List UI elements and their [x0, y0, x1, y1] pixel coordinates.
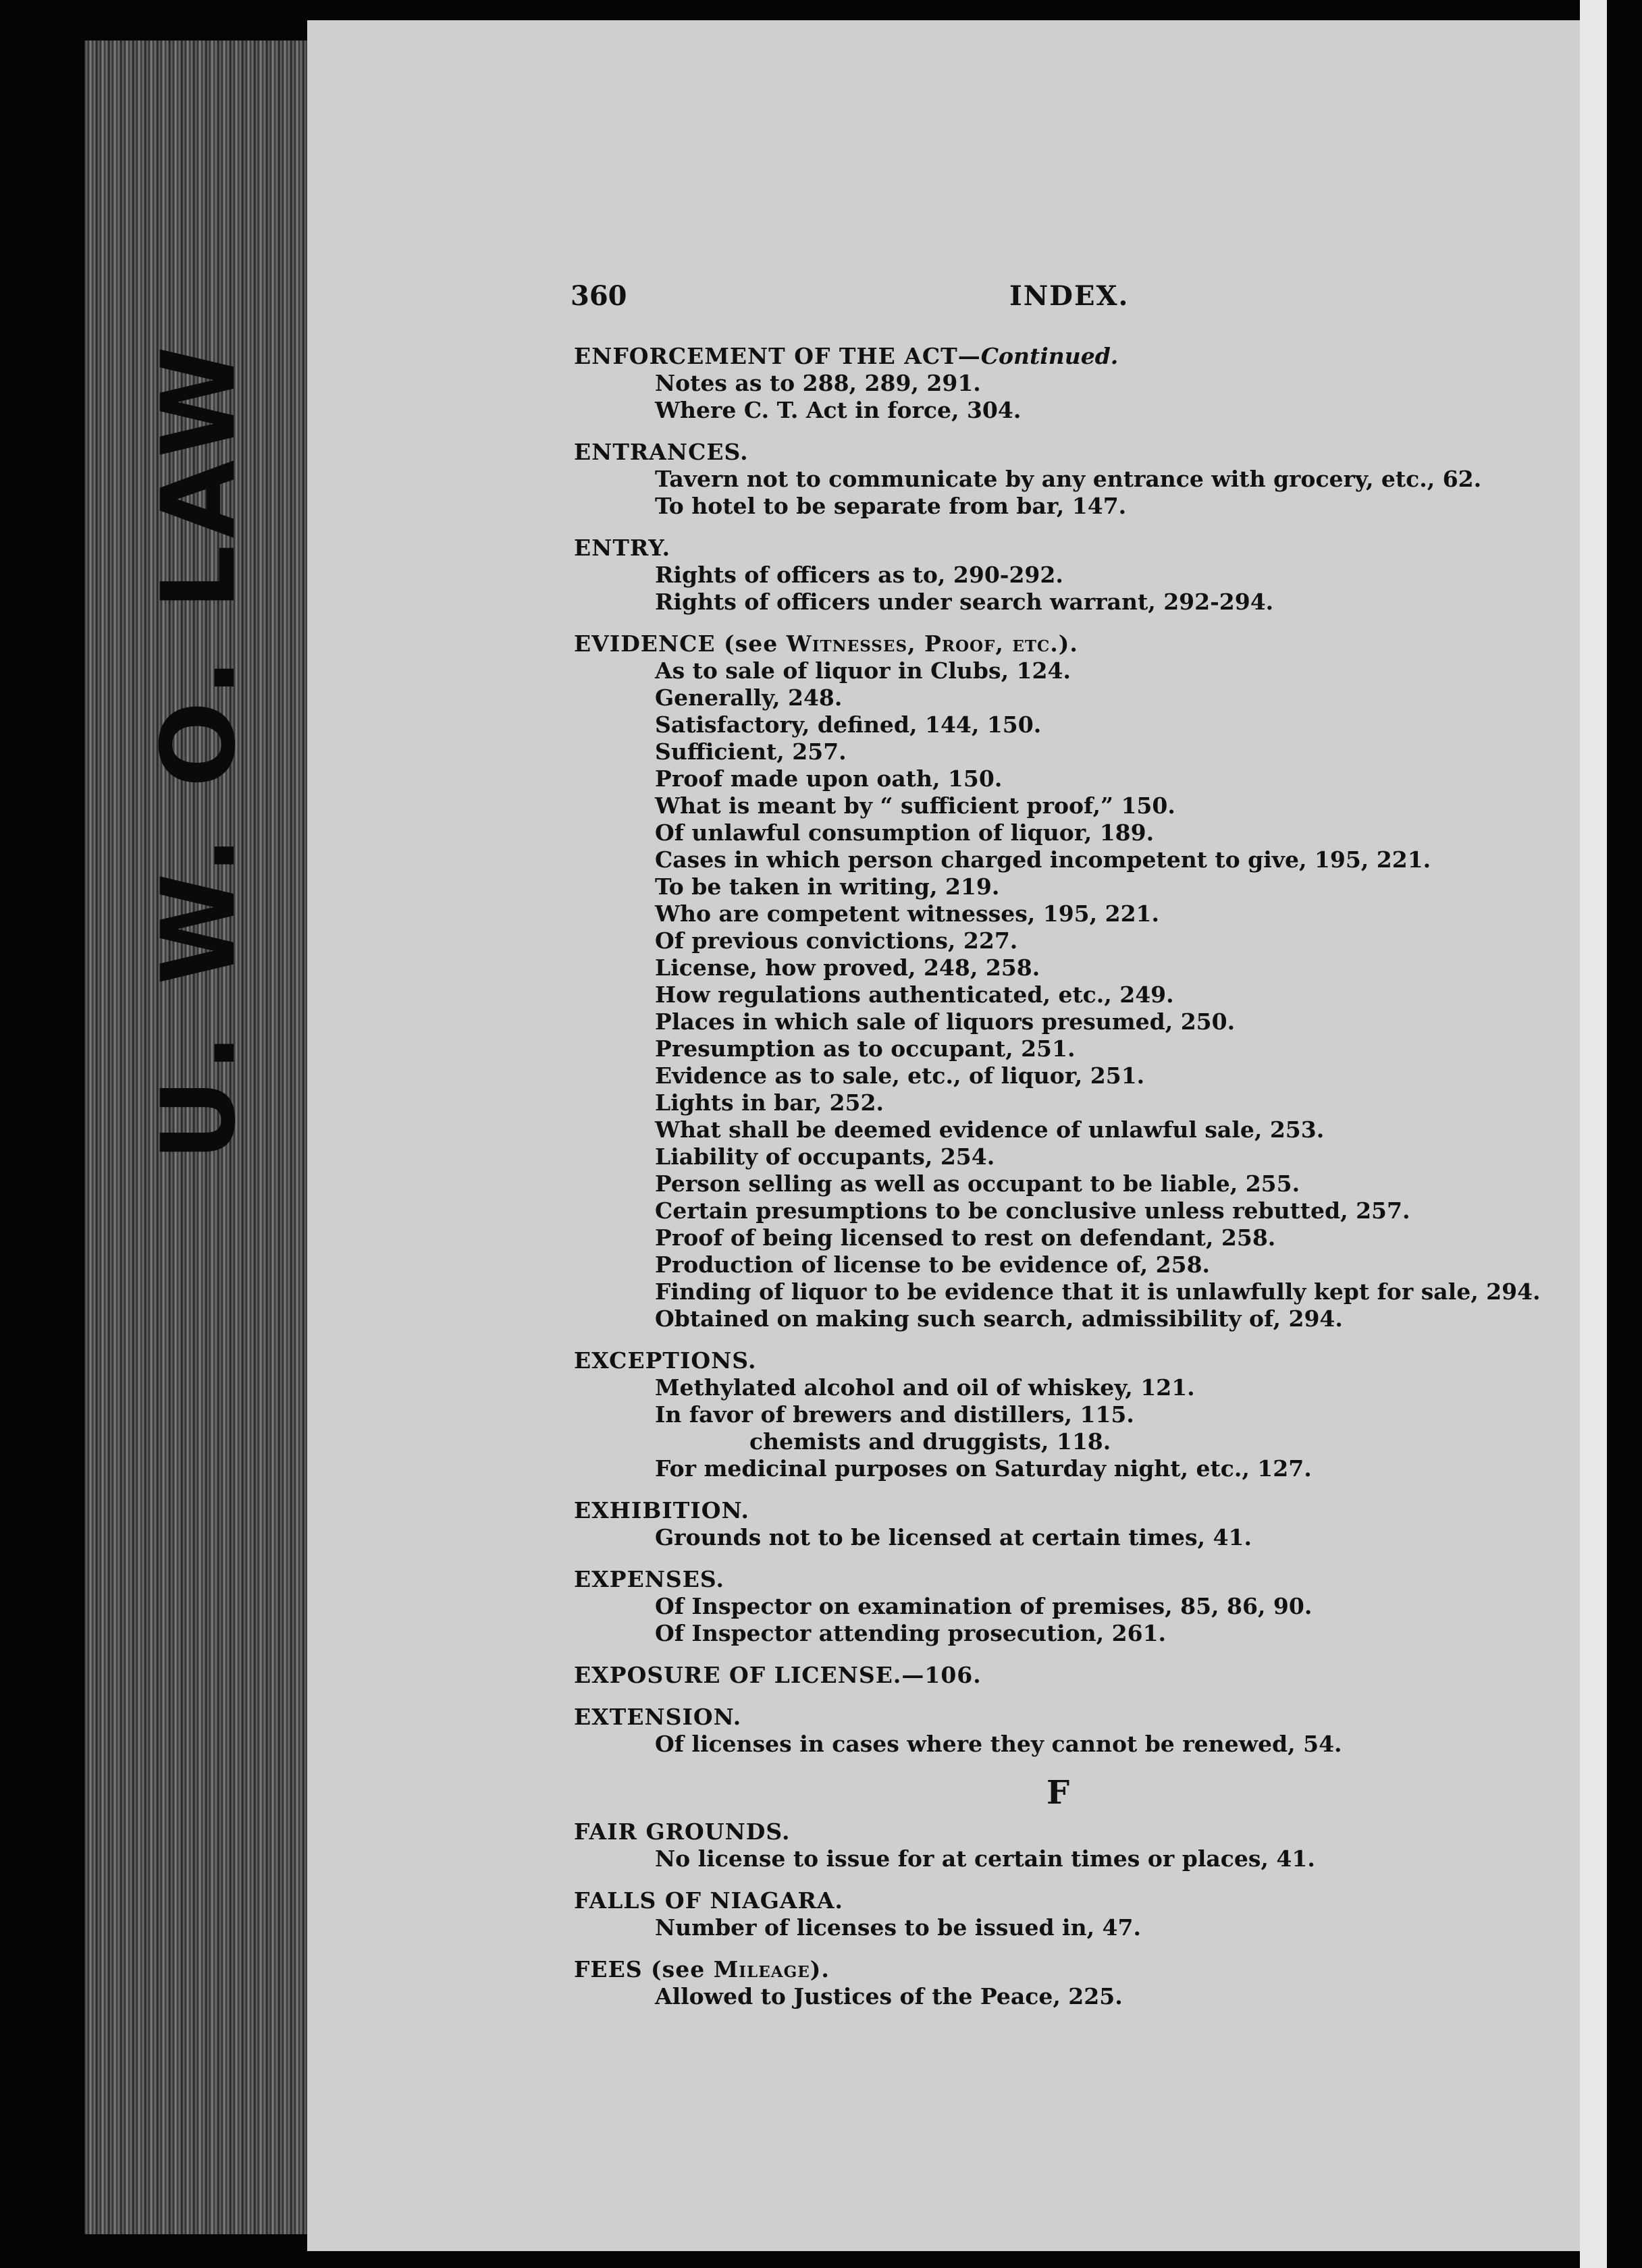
spine-label: U. W. O. LAW	[140, 339, 258, 1161]
index-subentry: Grounds not to be licensed at certain times, 41.	[655, 1524, 1252, 1550]
index-subentry: Methylated alcohol and oil of whiskey, 121.	[655, 1374, 1195, 1401]
index-subentry: Satisfactory, defined, 144, 150.	[655, 711, 1042, 738]
index-subentry: Sufficient, 257.	[655, 738, 847, 765]
index-entry	[574, 1566, 1642, 1647]
index-subentry: License, how proved, 248, 258.	[655, 954, 1040, 981]
section-letter: F	[1047, 1774, 1070, 1812]
heading-text: FEES (see	[574, 1956, 714, 1982]
index-subentry: Who are competent witnesses, 195, 221.	[655, 900, 1159, 927]
index-heading	[574, 1887, 1642, 1914]
heading-text: EXPOSURE OF LICENSE.—106.	[574, 1662, 982, 1688]
index-subentry: Of unlawful consumption of liquor, 189.	[655, 819, 1155, 846]
page-number: 360	[571, 280, 627, 312]
index-subentry: To hotel to be separate from bar, 147.	[655, 493, 1127, 519]
index-subentry: Generally, 248.	[655, 684, 843, 711]
index-subentry: Rights of officers as to, 290-292.	[655, 562, 1063, 588]
page-header	[571, 280, 1448, 327]
index-entry	[574, 1818, 1642, 1872]
index-entry	[574, 343, 1642, 424]
heading-text: FALLS OF NIAGARA.	[574, 1887, 843, 1914]
index-heading	[574, 343, 1642, 370]
index-entry	[574, 1662, 1642, 1689]
running-head: INDEX.	[1009, 280, 1130, 312]
heading-text: EXPENSES.	[574, 1566, 725, 1592]
index-subentry: Presumption as to occupant, 251.	[655, 1035, 1076, 1062]
index-heading	[574, 1566, 1642, 1593]
index-entry	[574, 1347, 1642, 1482]
index-heading	[574, 439, 1642, 466]
index-subentry: Where C. T. Act in force, 304.	[655, 397, 1022, 423]
heading-text: FAIR GROUNDS.	[574, 1818, 791, 1845]
index-heading	[574, 1818, 1642, 1845]
index-subentry: chemists and druggists, 118.	[749, 1428, 1111, 1455]
index-subentry: Proof made upon oath, 150.	[655, 765, 1003, 792]
index-subentry: Tavern not to communicate by any entrance with grocery, etc., 62.	[655, 466, 1482, 492]
heading-text: ENTRANCES.	[574, 439, 749, 465]
index-subentry: What shall be deemed evidence of unlawful sale, 253.	[655, 1116, 1325, 1143]
index-subentry: Notes as to 288, 289, 291.	[655, 370, 981, 396]
index-subentry: Number of licenses to be issued in, 47.	[655, 1914, 1141, 1941]
facing-page-edge	[1580, 0, 1607, 2268]
index-subentry: What is meant by “ sufficient proof,” 150.	[655, 792, 1175, 819]
index-entry	[574, 535, 1642, 616]
heading-text: EVIDENCE (see	[574, 630, 787, 657]
index-heading	[574, 1662, 1642, 1689]
index-subentry: Cases in which person charged incompetent to give, 195, 221.	[655, 846, 1431, 873]
heading-end: ).	[1058, 630, 1078, 657]
index-entry	[574, 439, 1642, 520]
index-subentry: Rights of officers under search warrant, 292-294.	[655, 589, 1274, 615]
heading-continued: Continued.	[980, 343, 1119, 369]
heading-text: EXHIBITION.	[574, 1497, 749, 1523]
index-entry	[574, 1497, 1642, 1551]
heading-reference: Witnesses, Proof, etc.	[786, 630, 1059, 657]
index-body	[574, 343, 1642, 2025]
index-subentry: Of Inspector attending prosecution, 261.	[655, 1620, 1167, 1646]
index-subentry: Liability of occupants, 254.	[655, 1143, 995, 1170]
heading-end: ).	[810, 1956, 830, 1982]
index-subentry: For medicinal purposes on Saturday night, etc., 127.	[655, 1455, 1312, 1482]
index-subentry: Places in which sale of liquors presumed, 250.	[655, 1008, 1236, 1035]
page	[307, 20, 1580, 2251]
index-entry	[574, 1956, 1642, 2010]
index-subentry: Production of license to be evidence of, 258.	[655, 1251, 1211, 1278]
index-subentry: No license to issue for at certain times or places, 41.	[655, 1845, 1315, 1872]
index-subentry: In favor of brewers and distillers, 115.	[655, 1401, 1134, 1428]
index-heading	[574, 1347, 1642, 1374]
index-subentry: Allowed to Justices of the Peace, 225.	[655, 1983, 1123, 2009]
index-subentry: To be taken in writing, 219.	[655, 873, 1000, 900]
index-entry	[574, 630, 1642, 1332]
index-subentry: Proof of being licensed to rest on defendant, 258.	[655, 1224, 1276, 1251]
heading-reference: Mileage	[713, 1956, 810, 1982]
index-subentry: As to sale of liquor in Clubs, 124.	[655, 657, 1071, 684]
index-subentry: Finding of liquor to be evidence that it is unlawfully kept for sale, 294.	[655, 1278, 1541, 1305]
index-subentry: How regulations authenticated, etc., 249.	[655, 981, 1174, 1008]
heading-text: ENFORCEMENT OF THE ACT—	[574, 343, 981, 369]
index-entry	[574, 1704, 1642, 1758]
heading-text: ENTRY.	[574, 535, 671, 561]
index-heading	[574, 535, 1642, 562]
index-subentry: Of Inspector on examination of premises, 85, 86, 90.	[655, 1593, 1313, 1619]
index-entry	[574, 1887, 1642, 1941]
index-heading	[574, 1497, 1642, 1524]
index-subentry: Certain presumptions to be conclusive unless rebutted, 257.	[655, 1197, 1410, 1224]
heading-text: EXTENSION.	[574, 1704, 742, 1730]
index-subentry: Evidence as to sale, etc., of liquor, 251.	[655, 1062, 1145, 1089]
index-subentry: Lights in bar, 252.	[655, 1089, 884, 1116]
index-subentry: Of licenses in cases where they cannot be renewed, 54.	[655, 1731, 1342, 1757]
index-heading	[574, 1704, 1642, 1731]
heading-text: EXCEPTIONS.	[574, 1347, 757, 1374]
index-subentry: Person selling as well as occupant to be liable, 255.	[655, 1170, 1300, 1197]
index-subentry: Of previous convictions, 227.	[655, 927, 1018, 954]
index-heading	[574, 630, 1642, 657]
index-subentry: Obtained on making such search, admissibility of, 294.	[655, 1305, 1343, 1332]
index-heading	[574, 1956, 1642, 1983]
